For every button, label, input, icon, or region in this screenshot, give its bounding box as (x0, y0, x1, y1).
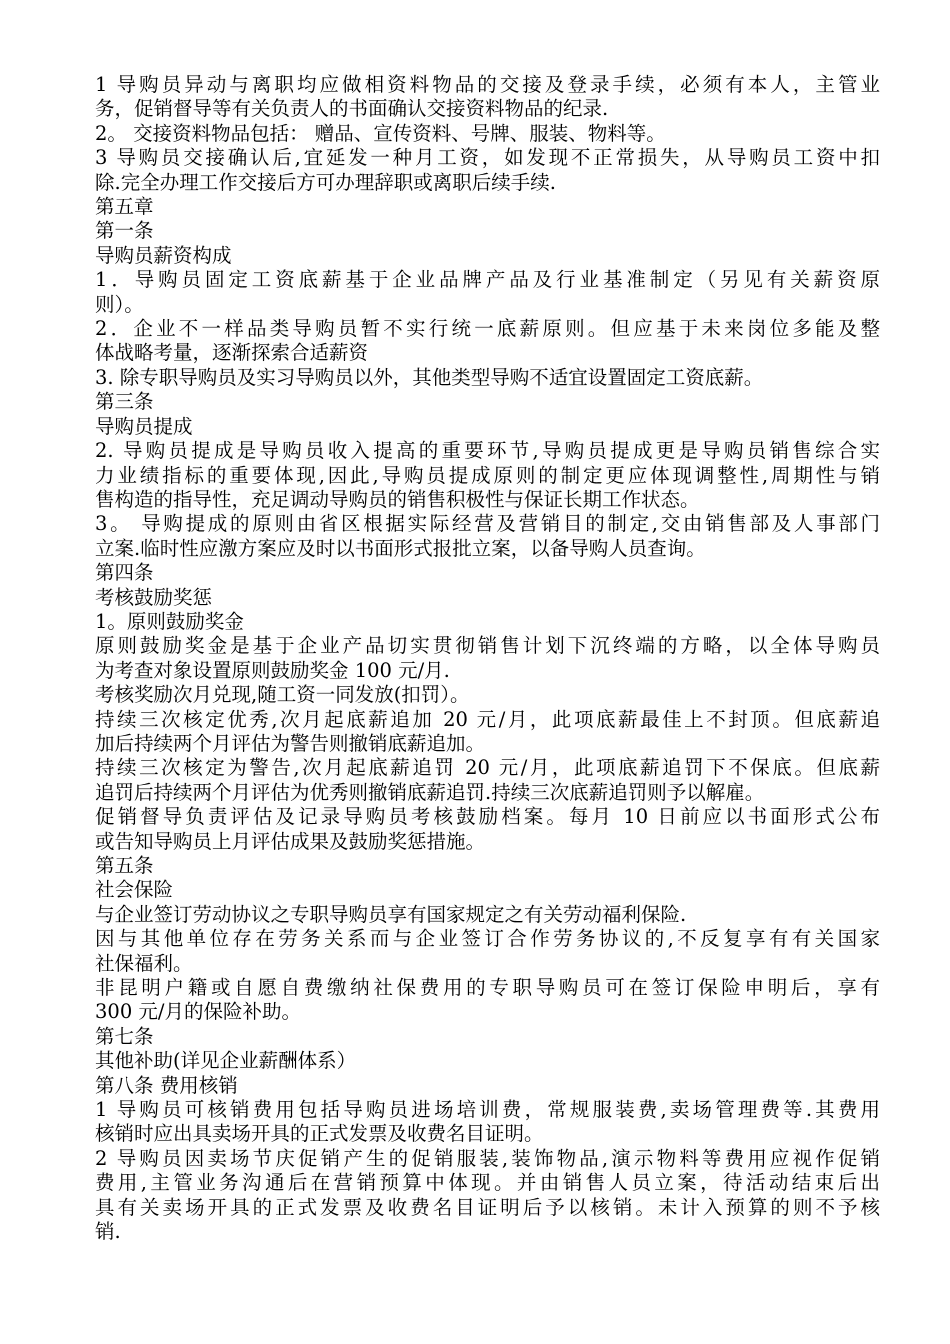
text-line: 具有关卖场开具的正式发票及收费名目证明后予以核销。未计入预算的则不予核 (95, 1195, 880, 1219)
text-line: 或告知导购员上月评估成果及鼓励奖惩措施。 (95, 829, 486, 853)
text-line: 除.完全办理工作交接后方可办理辞职或离职后续手续. (95, 170, 556, 194)
text-line: 2。 交接资料物品包括： 赠品、宣传资料、号牌、服装、物料等。 (95, 121, 666, 145)
text-line: 2 导购员因卖场节庆促销产生的促销服装,装饰物品,演示物料等费用应视作促销 (95, 1146, 880, 1170)
text-line: 2. 导购员提成是导购员收入提高的重要环节,导购员提成更是导购员销售综合实 (95, 439, 880, 463)
text-line: 售构造的指导性，充足调动导购员的销售积极性与保证长期工作状态。 (95, 487, 700, 511)
text-line: 3 导购员交接确认后,宜延发一种月工资，如发现不正常损失，从导购员工资中扣 (95, 146, 880, 170)
text-line: 社会保险 (95, 878, 174, 902)
text-line: 原则鼓励奖金是基于企业产品切实贯彻销售计划下沉终端的方略，以全体导购员 (95, 634, 880, 658)
text-line: 务，促销督导等有关负责人的书面确认交接资料物品的纪录. (95, 97, 609, 121)
text-line: 费用,主管业务沟通后在营销预算中体现。并由销售人员立案，待活动结束后出 (95, 1171, 880, 1195)
text-line: 立案.临时性应激方案应及时以书面形式报批立案，以备导购人员查询。 (95, 536, 706, 560)
text-line: 追罚后持续两个月评估为优秀则撤销底薪追罚.持续三次底薪追罚则予以解雇。 (95, 780, 765, 804)
text-line: 持续三次核定优秀,次月起底薪追加 20 元/月，此项底薪最佳上不封顶。但底薪追 (95, 707, 880, 731)
text-line: 2．企业不一样品类导购员暂不实行统一底薪原则。但应基于未来岗位多能及整 (95, 317, 880, 341)
text-line: 因与其他单位存在劳务关系而与企业签订合作劳务协议的,不反复享有有关国家 (95, 927, 880, 951)
document-body (95, 73, 880, 1245)
text-line: 持续三次核定为警告,次月起底薪追罚 20 元/月，此项底薪追罚下不保底。但底薪 (95, 756, 880, 780)
text-line: 非昆明户籍或自愿自费缴纳社保费用的专职导购员可在签订保险申明后，享有 (95, 976, 880, 1000)
text-line: 核销时应出具卖场开具的正式发票及收费名目证明。 (95, 1122, 544, 1146)
text-line: 加后持续两个月评估为警告则撤销底薪追加。 (95, 731, 486, 755)
text-line: 1 导购员异动与离职均应做相资料物品的交接及登录手续，必须有本人，主管业 (95, 73, 880, 96)
text-line: 社保福利。 (95, 951, 193, 975)
text-line: 1。原则鼓励奖金 (95, 609, 244, 633)
text-line: 第四条 (95, 561, 154, 585)
text-line: 第八条 费用核销 (95, 1073, 238, 1097)
text-line: 考核鼓励奖惩 (95, 585, 213, 609)
text-line: 第三条 (95, 390, 154, 414)
text-line: 体战略考量，逐渐探索合适薪资 (95, 341, 369, 365)
text-line: 1 导购员可核销费用包括导购员进场培训费，常规服装费,卖场管理费等.其费用 (95, 1098, 880, 1122)
text-line: 力业绩指标的重要体现,因此,导购员提成原则的制定更应体现调整性,周期性与销 (95, 463, 880, 487)
text-line: 促销督导负责评估及记录导购员考核鼓励档案。每月 10 日前应以书面形式公布 (95, 805, 880, 829)
text-line: 1．导购员固定工资底薪基于企业品牌产品及行业基准制定（另见有关薪资原 (95, 268, 880, 292)
text-line: 第五章 (95, 195, 154, 219)
text-line: 第五条 (95, 854, 154, 877)
text-line: 300 元/月的保险补助。 (95, 1000, 301, 1024)
text-line: 导购员薪资构成 (95, 243, 232, 267)
text-line: 第一条 (95, 219, 154, 243)
text-line: 第七条 (95, 1024, 154, 1048)
text-line: 3. 除专职导购员及实习导购员以外，其他类型导购不适宜设置固定工资底薪。 (95, 365, 764, 389)
text-line: 则）。 (95, 292, 144, 316)
text-line: 其他补助(详见企业薪酬体系） (95, 1049, 357, 1073)
text-line: 导购员提成 (95, 414, 193, 438)
text-line: 与企业签订劳动协议之专职导购员享有国家规定之有关劳动福利保险. (95, 902, 687, 926)
text-line: 为考查对象设置原则鼓励奖金 100 元/月. (95, 658, 450, 682)
text-line: 销. (95, 1220, 121, 1244)
text-line: 3。 导购提成的原则由省区根据实际经营及营销目的制定,交由销售部及人事部门 (95, 512, 880, 536)
text-line: 考核奖励次月兑现,随工资一同发放(扣罚）。 (95, 683, 470, 707)
